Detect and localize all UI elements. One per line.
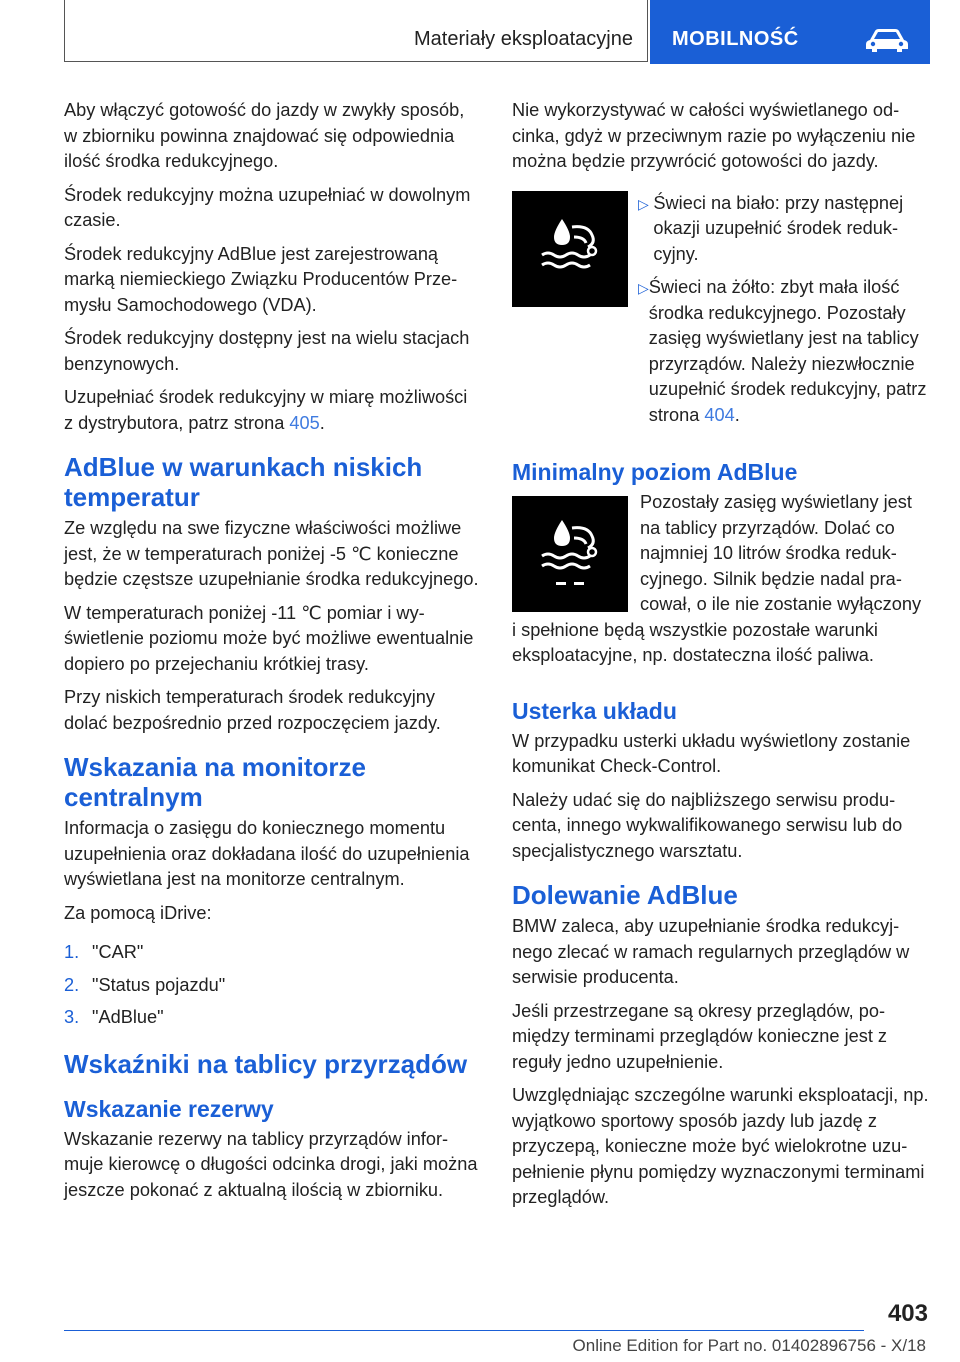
paragraph: Uzupełniać środek redukcyjny w miarę możliwości z dystrybutora, patrz strona 405. [64,387,468,433]
paragraph: Przy niskich temperaturach środek redukcyjny dolać bezpośrednio przed rozpoczęciem jazdy. [64,687,441,733]
paragraph: Środek redukcyjny dostępny jest na wielu stacjach benzynowych. [64,328,470,374]
indicator-bullets [628,191,930,437]
heading-minimum-level: Minimalny poziom AdBlue [512,459,798,485]
list-item: ▷ Świeci na żółto: zbyt mała ilość środka redukcyjnego. Pozostały zasięg wyświetlany jest na tablicy przyrządów. Należy niezwłocznie uzupełnić środek redukcyjny, patrz strona 404. [638,275,930,428]
list-item: 2. "Status pojazdu" [64,974,226,995]
minimum-level-block [512,490,930,677]
header-section-title: Materiały eksploatacyjne [414,28,633,50]
paragraph: Ze względu na swe fizyczne właściwości możliwe jest, że w temperaturach poniżej -5 ℃ konieczne będzie częstsze uzupełnianie środka redukcyjnego. [64,518,479,589]
heading-low-temperatures: AdBlue w warunkach niskich temperatur [64,452,423,512]
paragraph: Aby włączyć gotowość do jazdy w zwykły sposób, w zbiorniku powinna znajdować się odpowiednia ilość środka redukcyjnego. [64,100,465,171]
list-item: ▷ Świeci na biało: przy następnej okazji uzupełnić środek redukcyjny. [638,191,930,268]
heading-central-monitor: Wskazania na monitorze centralnym [64,752,366,812]
footer-divider [64,1330,864,1331]
paragraph: Informacja o zasięgu do koniecznego momentu uzupełnienia oraz dokładana ilość do uzupełnienia wyświetlana jest na monitorze centralnym. [64,818,470,889]
paragraph: BMW zaleca, aby uzupełnianie środka redukcyjnego zlecać w ramach regularnych przeglądów w serwisie producenta. [512,916,910,987]
page-number: 403 [887,1300,928,1327]
header-chapter-title: MOBILNOŚĆ [672,28,799,50]
page-link-404[interactable]: 404 [704,404,735,425]
paragraph: Pozostały zasięg wyświetlany jest na tablicy przyrządów. Dolać co najmniej 10 litrów środka redukcyjnego. Silnik będzie nadal pracował, o ile nie zostanie wyłączony i spełnione będą wszystkie pozostałe warunki eksploatacyjne, np. dostateczna ilość paliwa. [512,492,922,665]
left-column [64,98,480,1211]
paragraph: Za pomocą iDrive: [64,902,212,923]
paragraph: Środek redukcyjny AdBlue jest zarejestrowaną marką niemieckiego Związku Producentów Przemysłu Samochodowego (VDA). [64,243,458,315]
right-column [512,98,930,1219]
heading-instrument-indicators: Wskaźniki na tablicy przyrządów [64,1048,468,1079]
page-header [64,0,930,64]
reserve-indicator-block [512,191,930,437]
heading-system-fault: Usterka układu [512,697,677,724]
paragraph: W przypadku usterki układu wyświetlony zostanie komunikat Check-Control. [512,730,911,776]
header-chapter-box [650,0,930,64]
list-item: 3. "AdBlue" [64,1007,164,1027]
header-section-box [64,0,648,62]
page-link-405[interactable]: 405 [289,412,320,433]
idrive-steps [64,940,480,1031]
heading-reserve: Wskazanie rezerwy [64,1095,274,1122]
paragraph: Środek redukcyjny można uzupełniać w dowolnym czasie. [64,184,471,230]
edition-note: Online Edition for Part no. 01402896756 - X/18 [572,1336,926,1355]
adblue-minimum-icon [512,496,628,612]
car-icon [864,26,910,54]
adblue-warning-icon [512,191,628,307]
paragraph: W temperaturach poniżej -11 ℃ pomiar i wyświetlenie poziomu może być możliwe ewentualnie dopiero po przejechaniu krótkiej trasy. [64,602,474,674]
triangle-bullet-icon: ▷ [638,280,649,296]
paragraph: Uwzględniając szczególne warunki eksploatacji, np. wyjątkowo sportowy sposób jazdy lub jazdę z przyczepą, konieczne może być wielokrotne uzupełnienie płynu pomiędzy wyznaczonymi terminami przeglądów. [512,1085,929,1207]
paragraph: Nie wykorzystywać w całości wyświetlanego odcinka, gdyż w przeciwnym razie po wyłączeniu nie można będzie przywrócić gotowości do jazdy. [512,100,916,171]
heading-refill-adblue: Dolewanie AdBlue [512,880,738,910]
paragraph: Jeśli przestrzegane są okresy przeglądów, pomiędzy terminami przeglądów konieczne jest z reguły jedno uzupełnienie. [512,1000,888,1072]
list-item: 1. "CAR" [64,942,144,962]
paragraph: Wskazanie rezerwy na tablicy przyrządów informuje kierowcę o długości odcinka drogi, jaki można jeszcze pokonać z aktualną ilością w zbiorniku. [64,1128,478,1200]
triangle-bullet-icon: ▷ [638,195,649,212]
paragraph: Należy udać się do najbliższego serwisu producenta, innego wykwalifikowanego serwisu lub do specjalistycznego warsztatu. [512,789,903,861]
